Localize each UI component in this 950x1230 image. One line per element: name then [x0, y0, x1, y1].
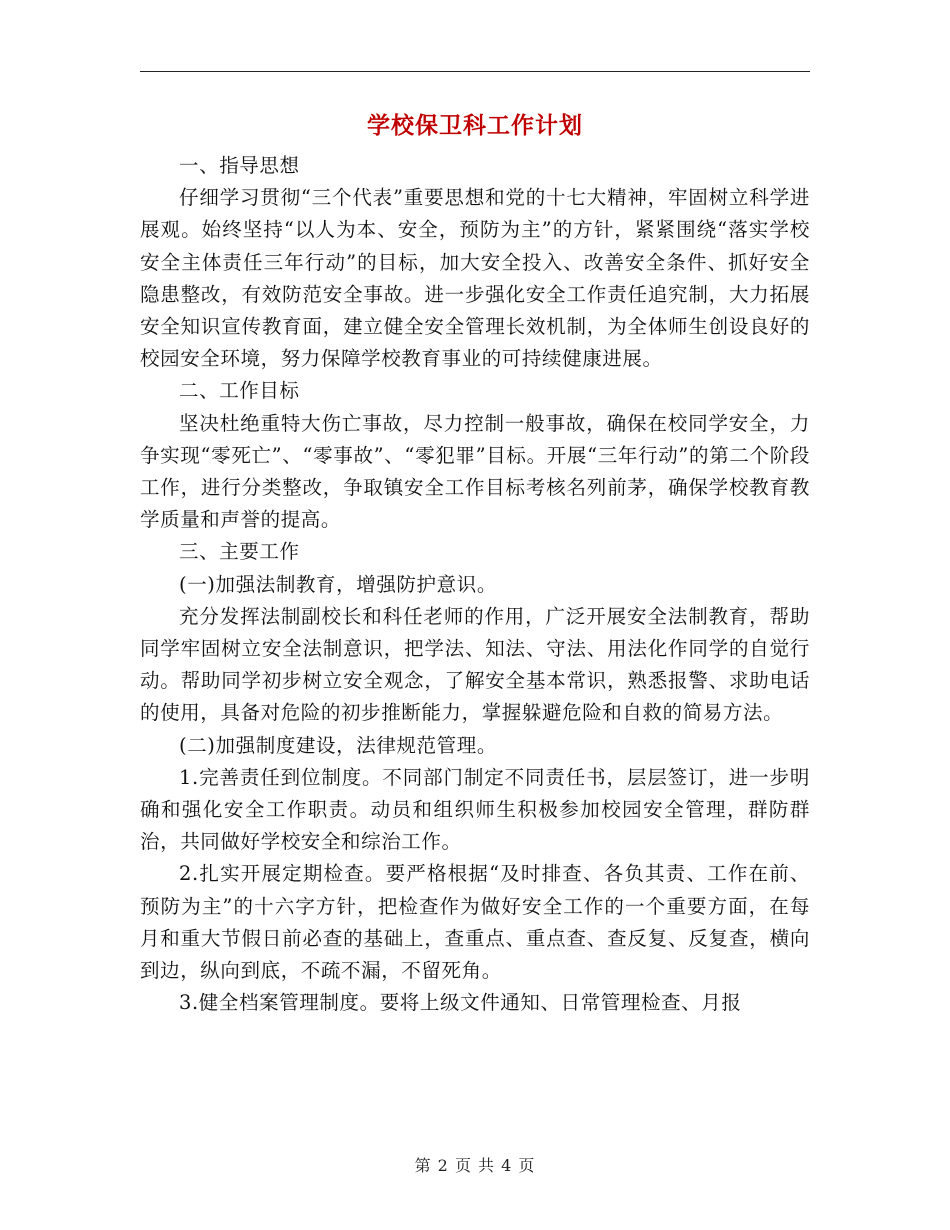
heading-main-work: 三、主要工作 [179, 540, 300, 564]
subheading-legal-education: (一)加强法制教育，增强防护意识。 [179, 572, 497, 596]
paragraph-guiding-ideology: 仔细学习贯彻“三个代表”重要思想和党的十七大精神，牢固树立科学进展观。始终坚持“以人为本、安全，预防为主”的方针，紧紧围绕“落实学校安全主体责任三年行动”的目标，加大安全投入、改善安全条件、抓好安全隐患整改，有效防范安全事故。进一步强化安全工作责任追究制，大力拓展安全知识宣传教育面，建立健全安全管理长效机制，为全体师生创设良好的校园安全环境，努力保障学校教育事业的可持续健康进展。 [140, 186, 810, 371]
paragraph-legal-education: 充分发挥法制副校长和科任老师的作用，广泛开展安全法制教育，帮助同学牢固树立安全法制意识，把学法、知法、守法、用法化作同学的自觉行动。帮助同学初步树立安全观念，了解安全基本常识，熟悉报警、求助电话的使用，具备对危险的初步推断能力，掌握躲避危险和自救的简易方法。 [140, 604, 810, 725]
heading-work-goals: 二、工作目标 [179, 379, 300, 403]
header-rule [140, 71, 810, 72]
item-archive-management: 3.健全档案管理制度。要将上级文件通知、日常管理检查、月报 [179, 991, 742, 1015]
item-regular-inspection: 2.扎实开展定期检查。要严格根据“及时排查、各负其责、工作在前、预防为主”的十六字方针，把检查作为做好安全工作的一个重要方面，在每月和重大节假日前必查的基础上，查重点、重点查、查反复、反复查，横向到边，纵向到底，不疏不漏，不留死角。 [140, 862, 810, 983]
heading-guiding-ideology: 一、指导思想 [179, 154, 300, 177]
paragraph-work-goals: 坚决杜绝重特大伤亡事故，尽力控制一般事故，确保在校同学安全，力争实现“零死亡”、“零事故”、“零犯罪”目标。开展“三年行动”的第二个阶段工作，进行分类整改，争取镇安全工作目标考核名列前茅，确保学校教育教学质量和声誉的提高。 [140, 411, 810, 532]
subheading-system-building: (二)加强制度建设，法律规范管理。 [179, 733, 497, 757]
document-body [140, 150, 810, 1019]
document-title: 学校保卫科工作计划 [367, 112, 583, 139]
item-responsibility-system: 1.完善责任到位制度。不同部门制定不同责任书，层层签订，进一步明确和强化安全工作职责。动员和组织师生积极参加校园安全管理，群防群治，共同做好学校安全和综治工作。 [140, 765, 810, 854]
page-number: 第 2 页 共 4 页 [414, 1156, 536, 1175]
